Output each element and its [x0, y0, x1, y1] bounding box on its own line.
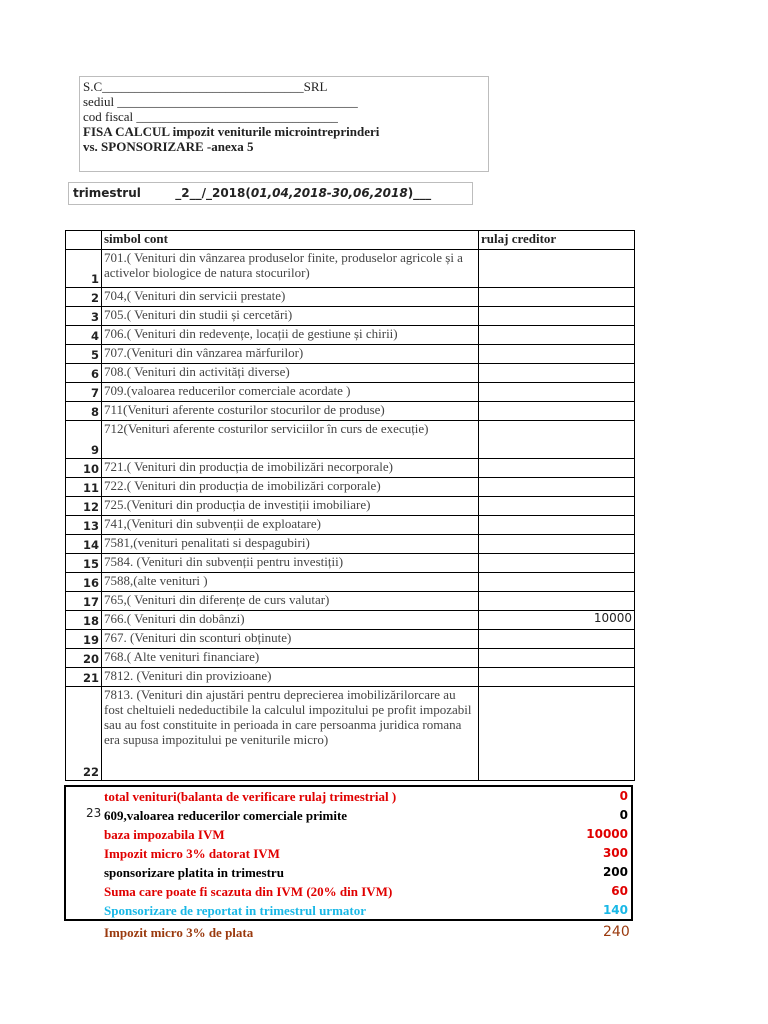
credit-turnover-cell [479, 554, 635, 573]
account-description: 708.( Venituri din activități diverse) [102, 364, 479, 383]
table-row [66, 383, 635, 402]
row-number: 15 [66, 554, 102, 573]
credit-turnover-cell [479, 630, 635, 649]
quarter-label: trimestrul [73, 186, 141, 200]
revenue-table [65, 230, 635, 781]
account-description: 767. (Venituri din sconturi obținute) [102, 630, 479, 649]
credit-turnover-cell [479, 345, 635, 364]
account-description: 7812. (Venituri din provizioane) [102, 668, 479, 687]
table-row [66, 307, 635, 326]
row-number: 21 [66, 668, 102, 687]
row-number: 7 [66, 383, 102, 402]
summary-label: Sponsorizare de reportat in trimestrul urmator [104, 903, 366, 918]
tax-payable-label: Impozit micro 3% de plata [104, 925, 254, 940]
account-description: 725.(Venituri din producția de investiții imobiliare) [102, 497, 479, 516]
row-number: 19 [66, 630, 102, 649]
summary-value: 10000 [586, 827, 628, 841]
table-row [66, 649, 635, 668]
table-row [66, 592, 635, 611]
account-description: 711(Venituri aferente costurilor stocurilor de produse) [102, 402, 479, 421]
credit-turnover-cell [479, 497, 635, 516]
account-description: 722.( Venituri din producția de imobilizări corporale) [102, 478, 479, 497]
table-row [66, 535, 635, 554]
table-header-row [66, 231, 635, 250]
row-number: 16 [66, 573, 102, 592]
row-number: 10 [66, 459, 102, 478]
credit-turnover-cell [479, 402, 635, 421]
account-description: 706.( Venituri din redevențe, locații de gestiune și chirii) [102, 326, 479, 345]
credit-turnover-cell [479, 288, 635, 307]
table-row [66, 611, 635, 630]
account-description: 7581,(venituri penalitati si despagubiri) [102, 535, 479, 554]
account-description: 705.( Venituri din studii și cercetări) [102, 307, 479, 326]
credit-turnover-cell [479, 421, 635, 459]
summary-label: 609,valoarea reducerilor comerciale primite [104, 808, 348, 823]
credit-turnover-cell [479, 687, 635, 781]
summary-value: 200 [602, 865, 628, 879]
table-row [66, 364, 635, 383]
summary-row [66, 787, 631, 806]
credit-turnover-cell [479, 535, 635, 554]
table-row [66, 459, 635, 478]
summary-box [64, 785, 633, 921]
fiscal-code: cod fiscal _______________________________ [83, 109, 338, 124]
account-description: 7588,(alte venituri ) [102, 573, 479, 592]
credit-turnover-cell [479, 649, 635, 668]
credit-turnover-cell [479, 478, 635, 497]
row-number: 22 [66, 687, 102, 781]
summary-row [66, 882, 631, 901]
tax-payable-value: 240 [603, 924, 630, 940]
company-header-box [79, 76, 489, 172]
account-description: 709.(valoarea reducerilor comerciale acordate ) [102, 383, 479, 402]
table-row [66, 326, 635, 345]
table-row [66, 250, 635, 288]
table-row [66, 554, 635, 573]
table-row [66, 288, 635, 307]
credit-turnover-cell [479, 516, 635, 535]
summary-row [66, 844, 631, 863]
credit-turnover-cell [479, 573, 635, 592]
row-number: 3 [66, 307, 102, 326]
table-row [66, 687, 635, 781]
summary-label: total venituri(balanta de verificare rulaj trimestrial ) [104, 789, 397, 804]
credit-turnover-cell [479, 326, 635, 345]
col-header-simbol: simbol cont [102, 231, 479, 250]
account-description: 7813. (Venituri din ajustări pentru deprecierea imobilizărilorcare au fost cheltuieli nedeductibile la calculul impozitului pe profit impozabil sau au fost constituite in perioada in care persoanma juridica romana era supusa impozitului pe veniturile micro) [102, 687, 479, 781]
credit-turnover-cell [479, 364, 635, 383]
row-number: 6 [66, 364, 102, 383]
quarter-value: _2__/_2018(01,04,2018-30,06,2018)___ [175, 186, 432, 200]
table-row [66, 402, 635, 421]
row-number: 14 [66, 535, 102, 554]
row-number: 4 [66, 326, 102, 345]
credit-turnover-cell [479, 592, 635, 611]
row-number: 20 [66, 649, 102, 668]
credit-turnover-cell [479, 459, 635, 478]
row-number: 17 [66, 592, 102, 611]
row-number: 9 [66, 421, 102, 459]
row-number: 2 [66, 288, 102, 307]
table-row [66, 573, 635, 592]
summary-row [66, 863, 631, 882]
row-number: 13 [66, 516, 102, 535]
credit-turnover-cell [479, 383, 635, 402]
account-description: 707.(Venituri din vânzarea mărfurilor) [102, 345, 479, 364]
company-address: sediul _____________________________________ [83, 94, 358, 109]
quarter-box [68, 182, 473, 205]
table-row [66, 421, 635, 459]
row-number: 18 [66, 611, 102, 630]
summary-label: baza impozabila IVM [104, 827, 225, 842]
summary-row [66, 901, 631, 920]
row-number: 8 [66, 402, 102, 421]
summary-value: 0 [619, 789, 628, 803]
summary-label: Impozit micro 3% datorat IVM [104, 846, 280, 861]
table-row [66, 345, 635, 364]
form-title: FISA CALCUL impozit veniturile microintreprinderi [83, 124, 380, 139]
account-description: 766.( Venituri din dobânzi) [102, 611, 479, 630]
row-number: 11 [66, 478, 102, 497]
summary-value: 140 [602, 903, 628, 917]
account-description: 765,( Venituri din diferențe de curs valutar) [102, 592, 479, 611]
credit-turnover-cell [479, 668, 635, 687]
account-description: 741,(Venituri din subvenții de exploatare) [102, 516, 479, 535]
credit-turnover-cell [479, 307, 635, 326]
form-subtitle: vs. SPONSORIZARE -anexa 5 [83, 139, 254, 154]
summary-label: sponsorizare platita in trimestru [104, 865, 284, 880]
col-header-rulaj: rulaj creditor [479, 231, 635, 250]
account-description: 768.( Alte venituri financiare) [102, 649, 479, 668]
summary-row [66, 825, 631, 844]
summary-row [66, 806, 631, 825]
credit-turnover-cell [479, 250, 635, 288]
summary-value: 0 [619, 808, 628, 822]
table-row [66, 630, 635, 649]
account-description: 721.( Venituri din producția de imobilizări necorporale) [102, 459, 479, 478]
credit-turnover-cell: 10000 [479, 611, 635, 630]
row-number: 12 [66, 497, 102, 516]
row-number: 1 [66, 250, 102, 288]
summary-value: 300 [602, 846, 628, 860]
table-row [66, 497, 635, 516]
summary-row-number: 23 [86, 806, 102, 820]
table-row [66, 668, 635, 687]
summary-value: 60 [611, 884, 628, 898]
account-description: 704,( Venituri din servicii prestate) [102, 288, 479, 307]
table-row [66, 516, 635, 535]
summary-label: Suma care poate fi scazuta din IVM (20% din IVM) [104, 884, 393, 899]
row-number: 5 [66, 345, 102, 364]
account-description: 712(Venituri aferente costurilor serviciilor în curs de execuție) [102, 421, 479, 459]
account-description: 7584. (Venituri din subvenții pentru investiții) [102, 554, 479, 573]
company-name: S.C_______________________________SRL [83, 79, 328, 94]
table-row [66, 478, 635, 497]
account-description: 701.( Venituri din vânzarea produselor finite, produselor agricole și a activelor biologice de natura stocurilor) [102, 250, 479, 288]
